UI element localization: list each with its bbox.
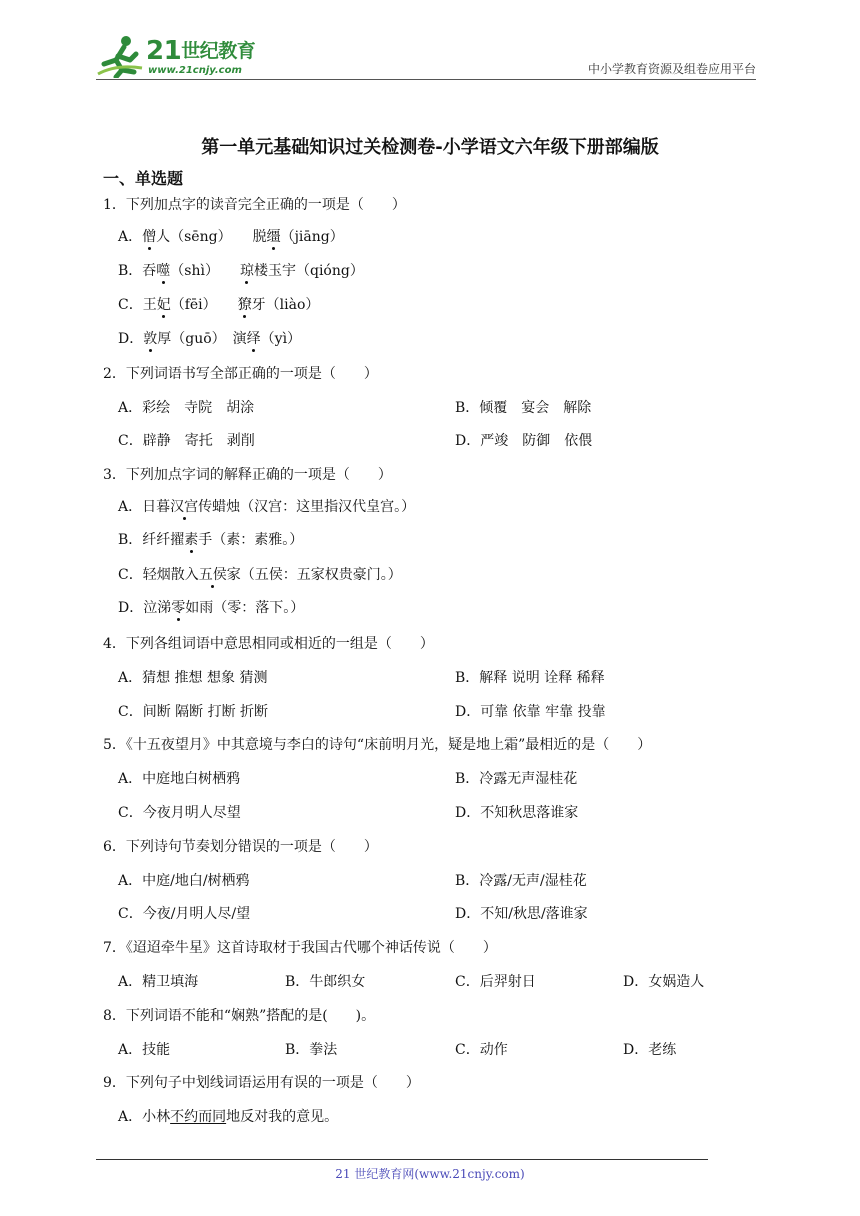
dotted-char: 绎 <box>246 331 261 347</box>
question-8-option-d: D．老练 <box>623 1042 677 1058</box>
question-4-option-b: B．解释 说明 诠释 稀释 <box>455 670 605 686</box>
question-1-option-d: D．敦厚（guō） 演绎（yì） <box>118 331 302 347</box>
question-3-option-a: A．日暮汉宫传蜡烛（汉宫：这里指汉代皇宫。） <box>118 499 416 515</box>
logo-wordmark: 21世纪教育 <box>146 36 256 66</box>
question-1-option-a: A．僧人（sēng） 脱缰（jiāng） <box>118 229 344 245</box>
logo-url: www.21cnjy.com <box>148 65 242 76</box>
question-5-option-a: A．中庭地白树栖鸦 <box>118 771 241 787</box>
question-7-option-b: B．牛郎织女 <box>285 974 366 990</box>
question-8-option-c: C．动作 <box>455 1042 508 1058</box>
question-5-option-b: B．冷露无声湿桂花 <box>455 771 578 787</box>
dotted-char: 琼 <box>239 263 254 279</box>
question-9-option-a: A．小林不约而同地反对我的意见。 <box>118 1109 339 1125</box>
question-5-option-d: D．不知秋思落谁家 <box>455 805 579 821</box>
underlined-phrase: 不约而同 <box>170 1109 227 1125</box>
runner-icon <box>96 34 148 78</box>
question-4-option-a: A．猜想 推想 想象 猜测 <box>118 670 268 686</box>
question-3-stem: 3．下列加点字词的解释正确的一项是（ ） <box>103 467 392 483</box>
header-platform-text: 中小学教育资源及组卷应用平台 <box>587 62 756 76</box>
dotted-char: 敦 <box>143 331 158 347</box>
question-2-stem: 2．下列词语书写全部正确的一项是（ ） <box>103 366 378 382</box>
footer-link[interactable]: 21 世纪教育网(www.21cnjy.com) <box>335 1167 525 1181</box>
question-1-option-c: C．王妃（fēi） 獠牙（liào） <box>118 297 320 313</box>
question-8-stem: 8．下列词语不能和“娴熟”搭配的是( )。 <box>103 1008 376 1024</box>
question-7-stem: 7．《迢迢牵牛星》这首诗取材于我国古代哪个神话传说（ ） <box>103 940 497 956</box>
question-6-option-b: B．冷露/无声/湿桂花 <box>455 873 587 889</box>
section-heading: 一、单选题 <box>103 169 184 188</box>
question-2-option-b: B．倾覆 宴会 解除 <box>455 400 592 416</box>
question-3-option-c: C．轻烟散入五侯家（五侯：五家权贵豪门。） <box>118 567 402 583</box>
dotted-char: 缰 <box>266 229 281 245</box>
question-7-option-c: C．后羿射日 <box>455 974 536 990</box>
question-1-option-b: B．吞噬（shì） 琼楼玉宇（qióng） <box>118 263 364 279</box>
page-title: 第一单元基础知识过关检测卷-小学语文六年级下册部编版 <box>201 137 659 158</box>
site-logo[interactable] <box>96 34 266 78</box>
dotted-word: 汉宫 <box>170 499 199 515</box>
question-7-option-d: D．女娲造人 <box>623 974 705 990</box>
question-8-option-b: B．拳法 <box>285 1042 338 1058</box>
question-3-option-d: D．泣涕零如雨（零：落下。） <box>118 600 305 616</box>
question-2-option-a: A．彩绘 寺院 胡涂 <box>118 400 255 416</box>
question-6-stem: 6．下列诗句节奏划分错误的一项是（ ） <box>103 839 378 855</box>
dotted-char: 獠 <box>237 297 252 313</box>
question-3-option-b: B．纤纤擢素手（素：素雅。） <box>118 532 304 548</box>
question-6-option-a: A．中庭/地白/树栖鸦 <box>118 873 250 889</box>
dotted-char: 妃 <box>156 297 171 313</box>
question-2-option-d: D．严竣 防御 依偎 <box>455 433 593 449</box>
dotted-char: 素 <box>184 532 199 548</box>
question-4-option-c: C．间断 隔断 打断 折断 <box>118 704 269 720</box>
question-8-option-a: A．技能 <box>118 1042 171 1058</box>
question-2-option-c: C．辟静 寄托 剥削 <box>118 433 255 449</box>
question-6-option-d: D．不知/秋思/落谁家 <box>455 906 588 922</box>
question-9-stem: 9．下列句子中划线词语运用有误的一项是（ ） <box>103 1075 420 1091</box>
question-7-option-a: A．精卫填海 <box>118 974 199 990</box>
question-1-stem: 1．下列加点字的读音完全正确的一项是（ ） <box>103 197 406 213</box>
question-6-option-c: C．今夜/月明人尽/望 <box>118 906 251 922</box>
dotted-char: 僧 <box>142 229 157 245</box>
question-5-option-c: C．今夜月明人尽望 <box>118 805 241 821</box>
footer-divider <box>96 1159 708 1160</box>
dotted-char: 噬 <box>156 263 171 279</box>
question-4-stem: 4．下列各组词语中意思相同或相近的一组是（ ） <box>103 636 434 652</box>
question-4-option-d: D．可靠 依靠 牢靠 投靠 <box>455 704 606 720</box>
dotted-word: 五侯 <box>198 567 227 583</box>
header-divider <box>96 79 756 80</box>
question-5-stem: 5．《十五夜望月》中其意境与李白的诗句“床前明月光，疑是地上霜”最相近的是（ ） <box>103 737 652 753</box>
dotted-char: 零 <box>171 600 186 616</box>
